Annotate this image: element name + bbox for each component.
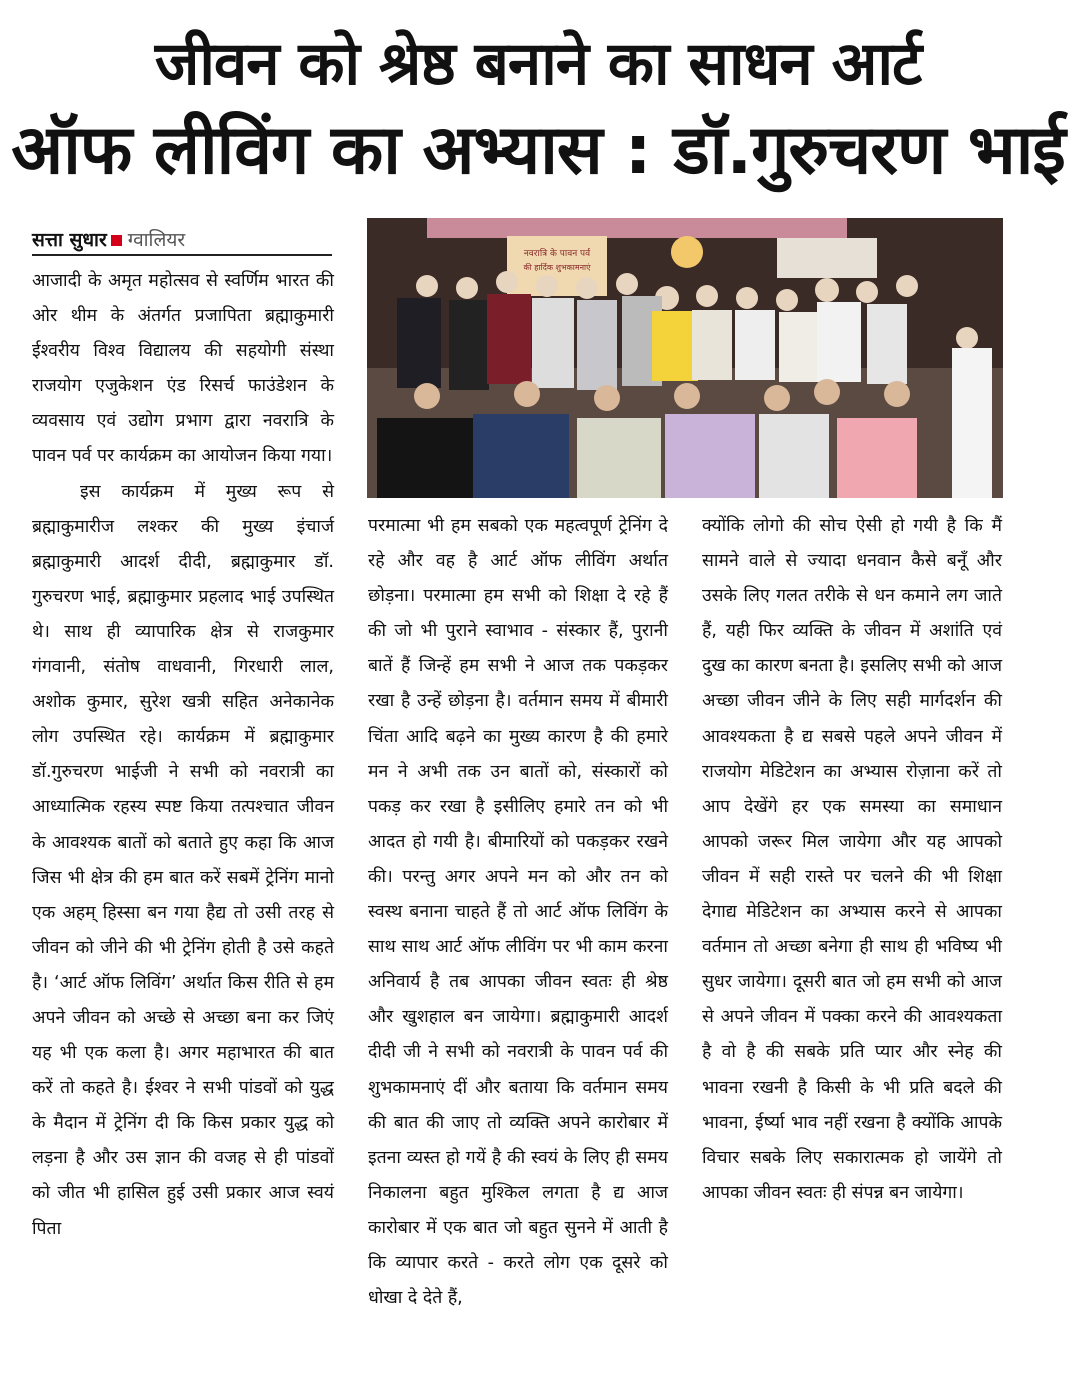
article-column-2	[368, 509, 668, 1316]
headline-line-1: जीवन को श्रेष्ठ बनाने का साधन आर्ट	[154, 29, 922, 99]
article-column-1	[32, 264, 334, 1247]
article-paragraph-2: इस कार्यक्रम में मुख्य रूप से ब्रह्माकुमारीज लश्कर की मुख्य इंचार्ज ब्रह्माकुमारी आदर्श दीदी, ब्रह्माकुमार डॉ. गुरुचरण भाई, ब्रह्माकुमार प्रहलाद भाई उपस्थित थे। साथ ही व्यापारिक क्षेत्र से राजकुमार गंगवानी, संतोष वाधवानी, गिरधारी लाल, अशोक कुमार, सुरेश खत्री सहित अनेकानेक लोग उपस्थित रहे। कार्यक्रम में ब्रह्माकुमार डॉ.गुरुचरण भाईजी ने सभी को नवरात्री का आध्यात्मिक रहस्य स्पष्ट किया तत्पश्चात जीवन के आवश्यक बातों को बताते हुए कहा कि आज जिस भी क्षेत्र की हम बात करें सबमें ट्रेनिंग मानो एक अहम् हिस्सा बन गया हैद्य तो उसी तरह से जीवन को जीने की भी ट्रेनिंग होती है उसे कहते है। ‘आर्ट ऑफ लिविंग’ अर्थात किस रीति से हम अपने जीवन को अच्छे से अच्छा बना कर जिएं यह भी एक कला है। अगर महाभारत की बात करें तो कहते है। ईश्वर ने सभी पांडवों को युद्ध के मैदान में ट्रेनिंग दी कि किस प्रकार युद्ध को लड़ना है और उस ज्ञान की वजह से ही पांडवों को जीत भी हासिल हुई उसी प्रकार आज स्वयं पिता	[32, 481, 334, 1239]
article-paragraph-1: आजादी के अमृत महोत्सव से स्वर्णिम भारत की ओर थीम के अंतर्गत प्रजापिता ब्रह्माकुमारी ईश्वरीय विश्व विद्यालय की सहयोगी संस्था राजयोग एजुकेशन एंड रिसर्च फाउंडेशन के व्यवसाय एवं उद्योग प्रभाग द्वारा नवरात्रि के पावन पर्व पर कार्यक्रम का आयोजन किया गया।	[32, 271, 334, 467]
banner-text: नवरात्रि के पावन पर्व	[523, 249, 591, 259]
dateline	[32, 226, 332, 256]
group-photo-illustration	[367, 218, 1003, 498]
dateline-source: सत्ता सुधार	[32, 229, 107, 251]
banner-subtext: की हार्दिक शुभकामनाएं	[523, 263, 591, 272]
article-column-3	[702, 509, 1002, 1211]
event-group-photo	[367, 218, 1003, 498]
dateline-city: ग्वालियर	[127, 229, 186, 251]
headline-line-2: ऑफ लीविंग का अभ्यास : डॉ.गुरुचरण भाई	[11, 111, 1065, 190]
article-column-2-text: परमात्मा भी हम सबको एक महत्वपूर्ण ट्रेनिंग दे रहे और वह है आर्ट ऑफ लीविंग अर्थात छोड़ना। परमात्मा हम सभी को शिक्षा दे रहे हैं की जो भी पुराने स्वाभाव - संस्कार हैं, पुरानी बातें हैं जिन्हें हम सभी ने आज तक पकड़कर रखा है उन्हें छोड़ना है। वर्तमान समय में बीमारी चिंता आदि बढ़ने का मुख्य कारण है की हमारे मन ने अभी तक उन बातों को, संस्कारों को पकड़ कर रखा है इसीलिए हमारे तन को भी आदत हो गयी है। बीमारियों को पकड़कर रखने की। परन्तु अगर अपने मन को और तन को स्वस्थ बनाना चाहते हैं तो आर्ट ऑफ लिविंग के साथ साथ आर्ट ऑफ लीविंग पर भी काम करना अनिवार्य है तब आपका जीवन स्वतः ही श्रेष्ठ और खुशहाल बन जायेगा। ब्रह्माकुमारी आदर्श दीदी जी ने सभी को नवरात्री के पावन पर्व की शुभकामनाएं दीं और बताया कि वर्तमान समय की बात की जाए तो व्यक्ति अपने कारोबार में इतना व्यस्त हो गयें है की स्वयं के लिए ही समय निकालना बहुत मुश्किल लगता है द्य आज कारोबार में एक बात जो बहुत सुनने में आती है कि व्यापार करते - करते लोग एक दूसरे को धोखा दे देते हैं,	[368, 516, 668, 1309]
article-column-3-text: क्योंकि लोगो की सोच ऐसी हो गयी है कि मैं सामने वाले से ज्यादा धनवान कैसे बनूँ और उसके लिए गलत तरीके से धन कमाने लग जाते हैं, यही फिर व्यक्ति के जीवन में अशांति एवं दुख का कारण बनता है। इसलिए सभी को आज अच्छा जीवन जीने के लिए सही मार्गदर्शन की आवश्यकता है द्य सबसे पहले अपने जीवन में राजयोग मेडिटेशन का अभ्यास रोज़ाना करें तो आप देखेंगे हर एक समस्या का समाधान आपको जरूर मिल जायेगा और यह आपको जीवन में सही रास्ते पर चलने की भी शिक्षा देगाद्य मेडिटेशन का अभ्यास करने से आपका वर्तमान तो अच्छा बनेगा ही साथ ही भविष्य भी सुधर जायेगा। दूसरी बात जो हम सभी को आज से अपने जीवन में पक्का करने की आवश्यकता है वो है की सबके प्रति प्यार और स्नेह की भावना रखनी है किसी के भी प्रति बदले की भावना, ईर्ष्या भाव नहीं रखना है क्योंकि आपके विचार सबके लिए सकारात्मक हो जायेंगे तो आपका जीवन स्वतः ही संपन्न बन जायेगा।	[702, 516, 1002, 1203]
red-square-icon	[111, 235, 122, 246]
